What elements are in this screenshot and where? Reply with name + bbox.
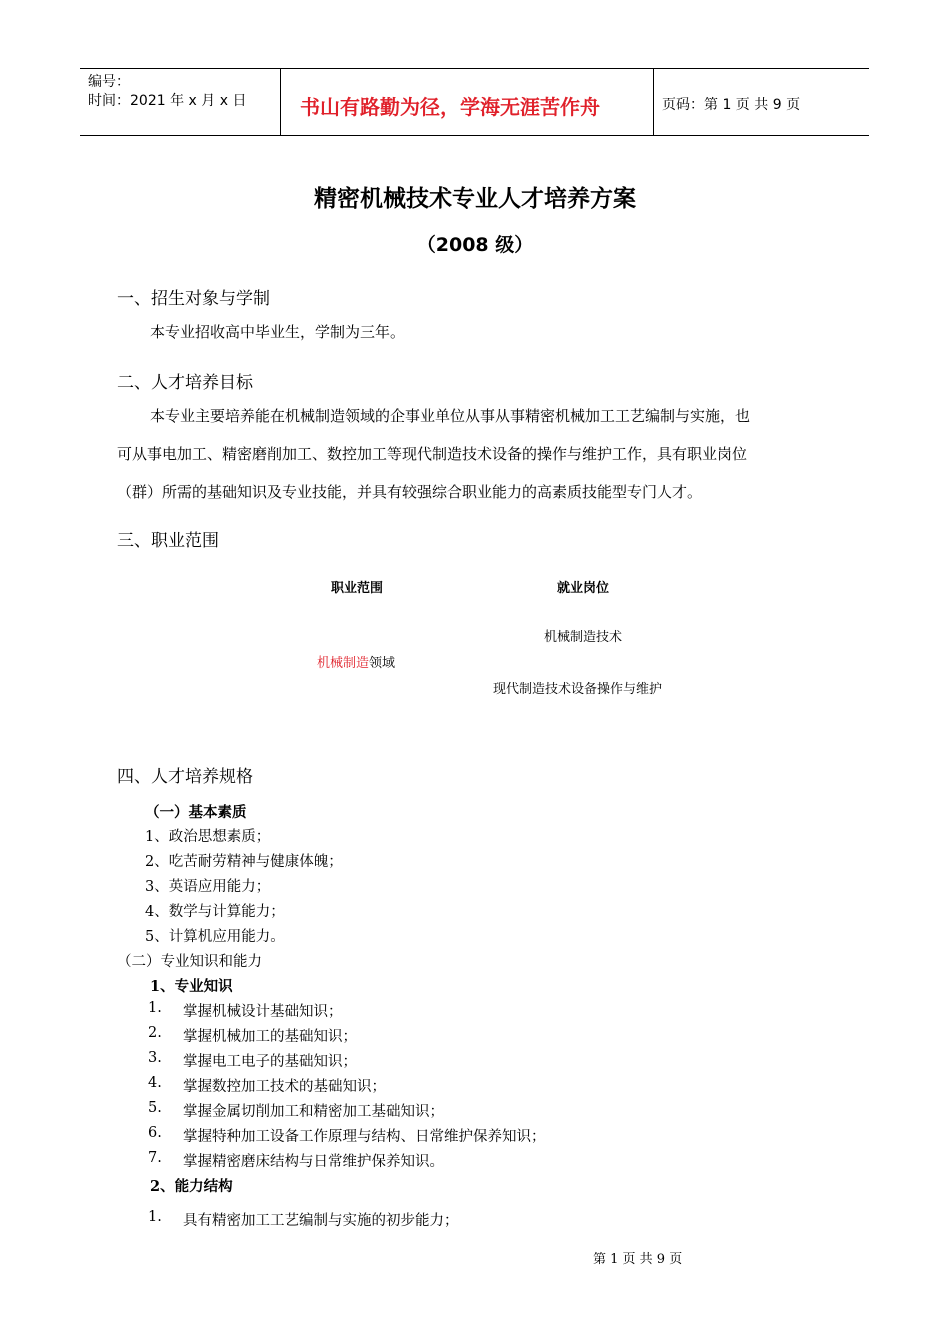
section-4-heading: 四、人才培养规格 [117, 767, 253, 787]
basic-quality-heading: （一）基本素质 [145, 804, 247, 821]
basic-item-5: 5、计算机应用能力。 [145, 929, 285, 945]
page-footer: 第 1 页 共 9 页 [593, 1252, 683, 1267]
document-number-label: 编号： [88, 74, 130, 90]
job-item-1: 机械制造技术 [544, 630, 623, 645]
ability-item-1-num: 1. [148, 1209, 162, 1225]
ability-item-1-text: 具有精密加工工艺编制与实施的初步能力； [183, 1213, 459, 1229]
header-motto: 书山有路勤为径，学海无涯苦作舟 [300, 95, 600, 119]
career-field-highlight: 机械制造 [317, 656, 370, 671]
knowledge-item-1-num: 1. [148, 1000, 162, 1016]
employment-post-header: 就业岗位 [557, 581, 610, 596]
professional-heading: （二）专业知识和能力 [117, 954, 262, 970]
header-page-code: 页码：第 1 页 共 9 页 [662, 97, 801, 113]
career-field-suffix: 领域 [369, 656, 396, 671]
basic-item-3: 3、英语应用能力； [145, 879, 271, 895]
section-3-heading: 三、职业范围 [117, 531, 219, 551]
ability-heading: 2、能力结构 [150, 1178, 233, 1195]
section-1-heading: 一、招生对象与学制 [117, 289, 270, 309]
basic-item-2: 2、吃苦耐劳精神与健康体魄； [145, 854, 343, 870]
knowledge-item-2-num: 2. [148, 1025, 162, 1041]
section-2-line-2: 可从事电加工、精密磨削加工、数控加工等现代制造技术设备的操作与维护工作，具有职业岗位 [117, 445, 748, 463]
knowledge-item-6-num: 6. [148, 1125, 162, 1141]
basic-item-1: 1、政治思想素质； [145, 829, 271, 845]
knowledge-item-6-text: 掌握特种加工设备工作原理与结构、日常维护保养知识； [183, 1129, 546, 1145]
header-bottom-border [80, 135, 869, 136]
job-item-2: 现代制造技术设备操作与维护 [493, 682, 663, 697]
knowledge-item-3-text: 掌握电工电子的基础知识； [183, 1054, 357, 1070]
section-2-heading: 二、人才培养目标 [117, 373, 253, 393]
knowledge-item-7-text: 掌握精密磨床结构与日常维护保养知识。 [183, 1154, 444, 1170]
section-2-line-3: （群）所需的基础知识及专业技能，并具有较强综合职业能力的高素质技能型专门人才。 [117, 483, 703, 501]
knowledge-item-4-num: 4. [148, 1075, 162, 1091]
knowledge-item-1-text: 掌握机械设计基础知识； [183, 1004, 343, 1020]
knowledge-item-4-text: 掌握数控加工技术的基础知识； [183, 1079, 386, 1095]
knowledge-heading: 1、专业知识 [150, 978, 233, 995]
basic-item-4: 4、数学与计算能力； [145, 904, 285, 920]
header-divider-left [280, 68, 281, 136]
section-2-line-1: 本专业主要培养能在机械制造领域的企事业单位从事从事精密机械加工工艺编制与实施，也 [150, 407, 751, 425]
header-top-border [80, 68, 869, 69]
document-subtitle: （2008 级） [416, 234, 534, 256]
document-title: 精密机械技术专业人才培养方案 [314, 186, 636, 212]
knowledge-item-7-num: 7. [148, 1150, 162, 1166]
header-divider-right [653, 68, 654, 136]
section-1-text: 本专业招收高中毕业生，学制为三年。 [150, 323, 406, 341]
knowledge-item-3-num: 3. [148, 1050, 162, 1066]
career-field [317, 652, 395, 671]
knowledge-item-5-num: 5. [148, 1100, 162, 1116]
document-date: 时间：2021 年 x 月 x 日 [88, 93, 247, 109]
knowledge-item-2-text: 掌握机械加工的基础知识； [183, 1029, 357, 1045]
knowledge-item-5-text: 掌握金属切削加工和精密加工基础知识； [183, 1104, 444, 1120]
career-field-header: 职业范围 [331, 581, 384, 596]
